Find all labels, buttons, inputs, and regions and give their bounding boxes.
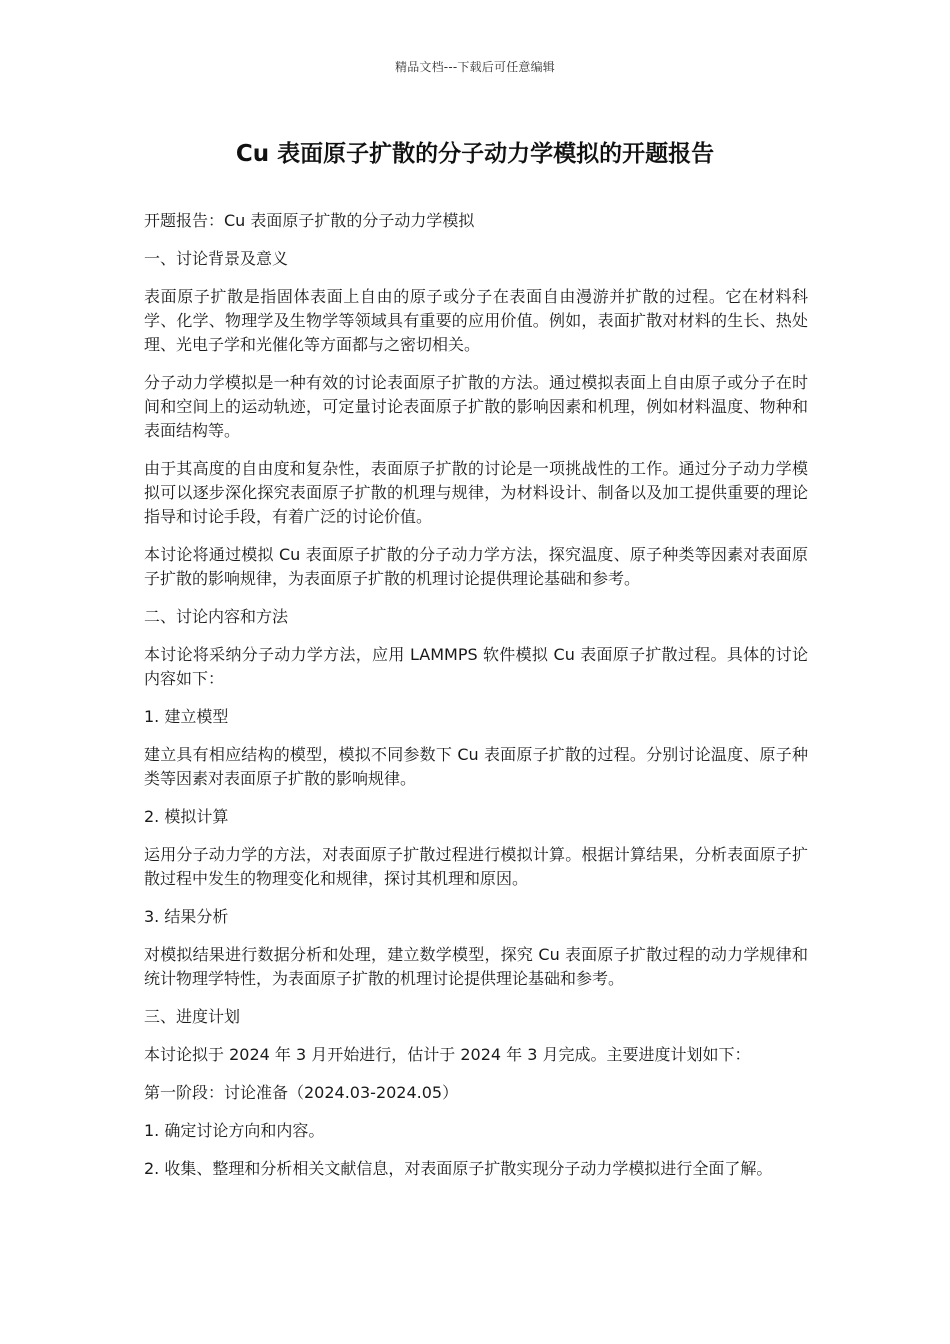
body-paragraph: 建立具有相应结构的模型，模拟不同参数下 Cu 表面原子扩散的过程。分别讨论温度、原子种类等因素对表面原子扩散的影响规律。 [144, 745, 808, 788]
list-item-heading: 3. 结果分析 [144, 907, 229, 926]
body-paragraph: 本讨论拟于 2024 年 3 月开始进行，估计于 2024 年 3 月完成。主要进度计划如下： [144, 1045, 751, 1064]
body-paragraph: 分子动力学模拟是一种有效的讨论表面原子扩散的方法。通过模拟表面上自由原子或分子在时间和空间上的运动轨迹，可定量讨论表面原子扩散的影响因素和机理，例如材料温度、物种和表面结构等。 [144, 373, 808, 440]
report-subject: 开题报告：Cu 表面原子扩散的分子动力学模拟 [144, 211, 475, 230]
body-paragraph: 本讨论将通过模拟 Cu 表面原子扩散的分子动力学方法，探究温度、原子种类等因素对表面原子扩散的影响规律，为表面原子扩散的机理讨论提供理论基础和参考。 [144, 545, 808, 588]
list-item: 2. 收集、整理和分析相关文献信息，对表面原子扩散实现分子动力学模拟进行全面了解。 [144, 1159, 773, 1178]
list-item-heading: 2. 模拟计算 [144, 807, 229, 826]
document-title: Cu 表面原子扩散的分子动力学模拟的开题报告 [235, 141, 715, 167]
document-body [144, 209, 808, 1195]
body-paragraph: 对模拟结果进行数据分析和处理，建立数学模型，探究 Cu 表面原子扩散过程的动力学规律和统计物理学特性，为表面原子扩散的机理讨论提供理论基础和参考。 [144, 945, 808, 988]
section-heading-content: 二、讨论内容和方法 [144, 607, 289, 626]
header-note: 精品文档---下载后可任意编辑 [395, 60, 555, 74]
body-paragraph: 本讨论将采纳分子动力学方法，应用 LAMMPS 软件模拟 Cu 表面原子扩散过程。具体的讨论内容如下： [144, 645, 808, 688]
list-item-heading: 1. 建立模型 [144, 707, 229, 726]
body-paragraph: 由于其高度的自由度和复杂性，表面原子扩散的讨论是一项挑战性的工作。通过分子动力学模拟可以逐步深化探究表面原子扩散的机理与规律，为材料设计、制备以及加工提供重要的理论指导和讨论手段，有着广泛的讨论价值。 [144, 459, 808, 526]
list-item: 1. 确定讨论方向和内容。 [144, 1121, 325, 1140]
section-heading-schedule: 三、进度计划 [144, 1007, 241, 1026]
section-heading-background: 一、讨论背景及意义 [144, 249, 289, 268]
body-paragraph: 运用分子动力学的方法，对表面原子扩散过程进行模拟计算。根据计算结果，分析表面原子扩散过程中发生的物理变化和规律，探讨其机理和原因。 [144, 845, 808, 888]
phase-heading: 第一阶段：讨论准备（2024.03-2024.05） [144, 1083, 459, 1102]
body-paragraph: 表面原子扩散是指固体表面上自由的原子或分子在表面自由漫游并扩散的过程。它在材料科学、化学、物理学及生物学等领域具有重要的应用价值。例如，表面扩散对材料的生长、热处理、光电子学和光催化等方面都与之密切相关。 [144, 287, 808, 354]
